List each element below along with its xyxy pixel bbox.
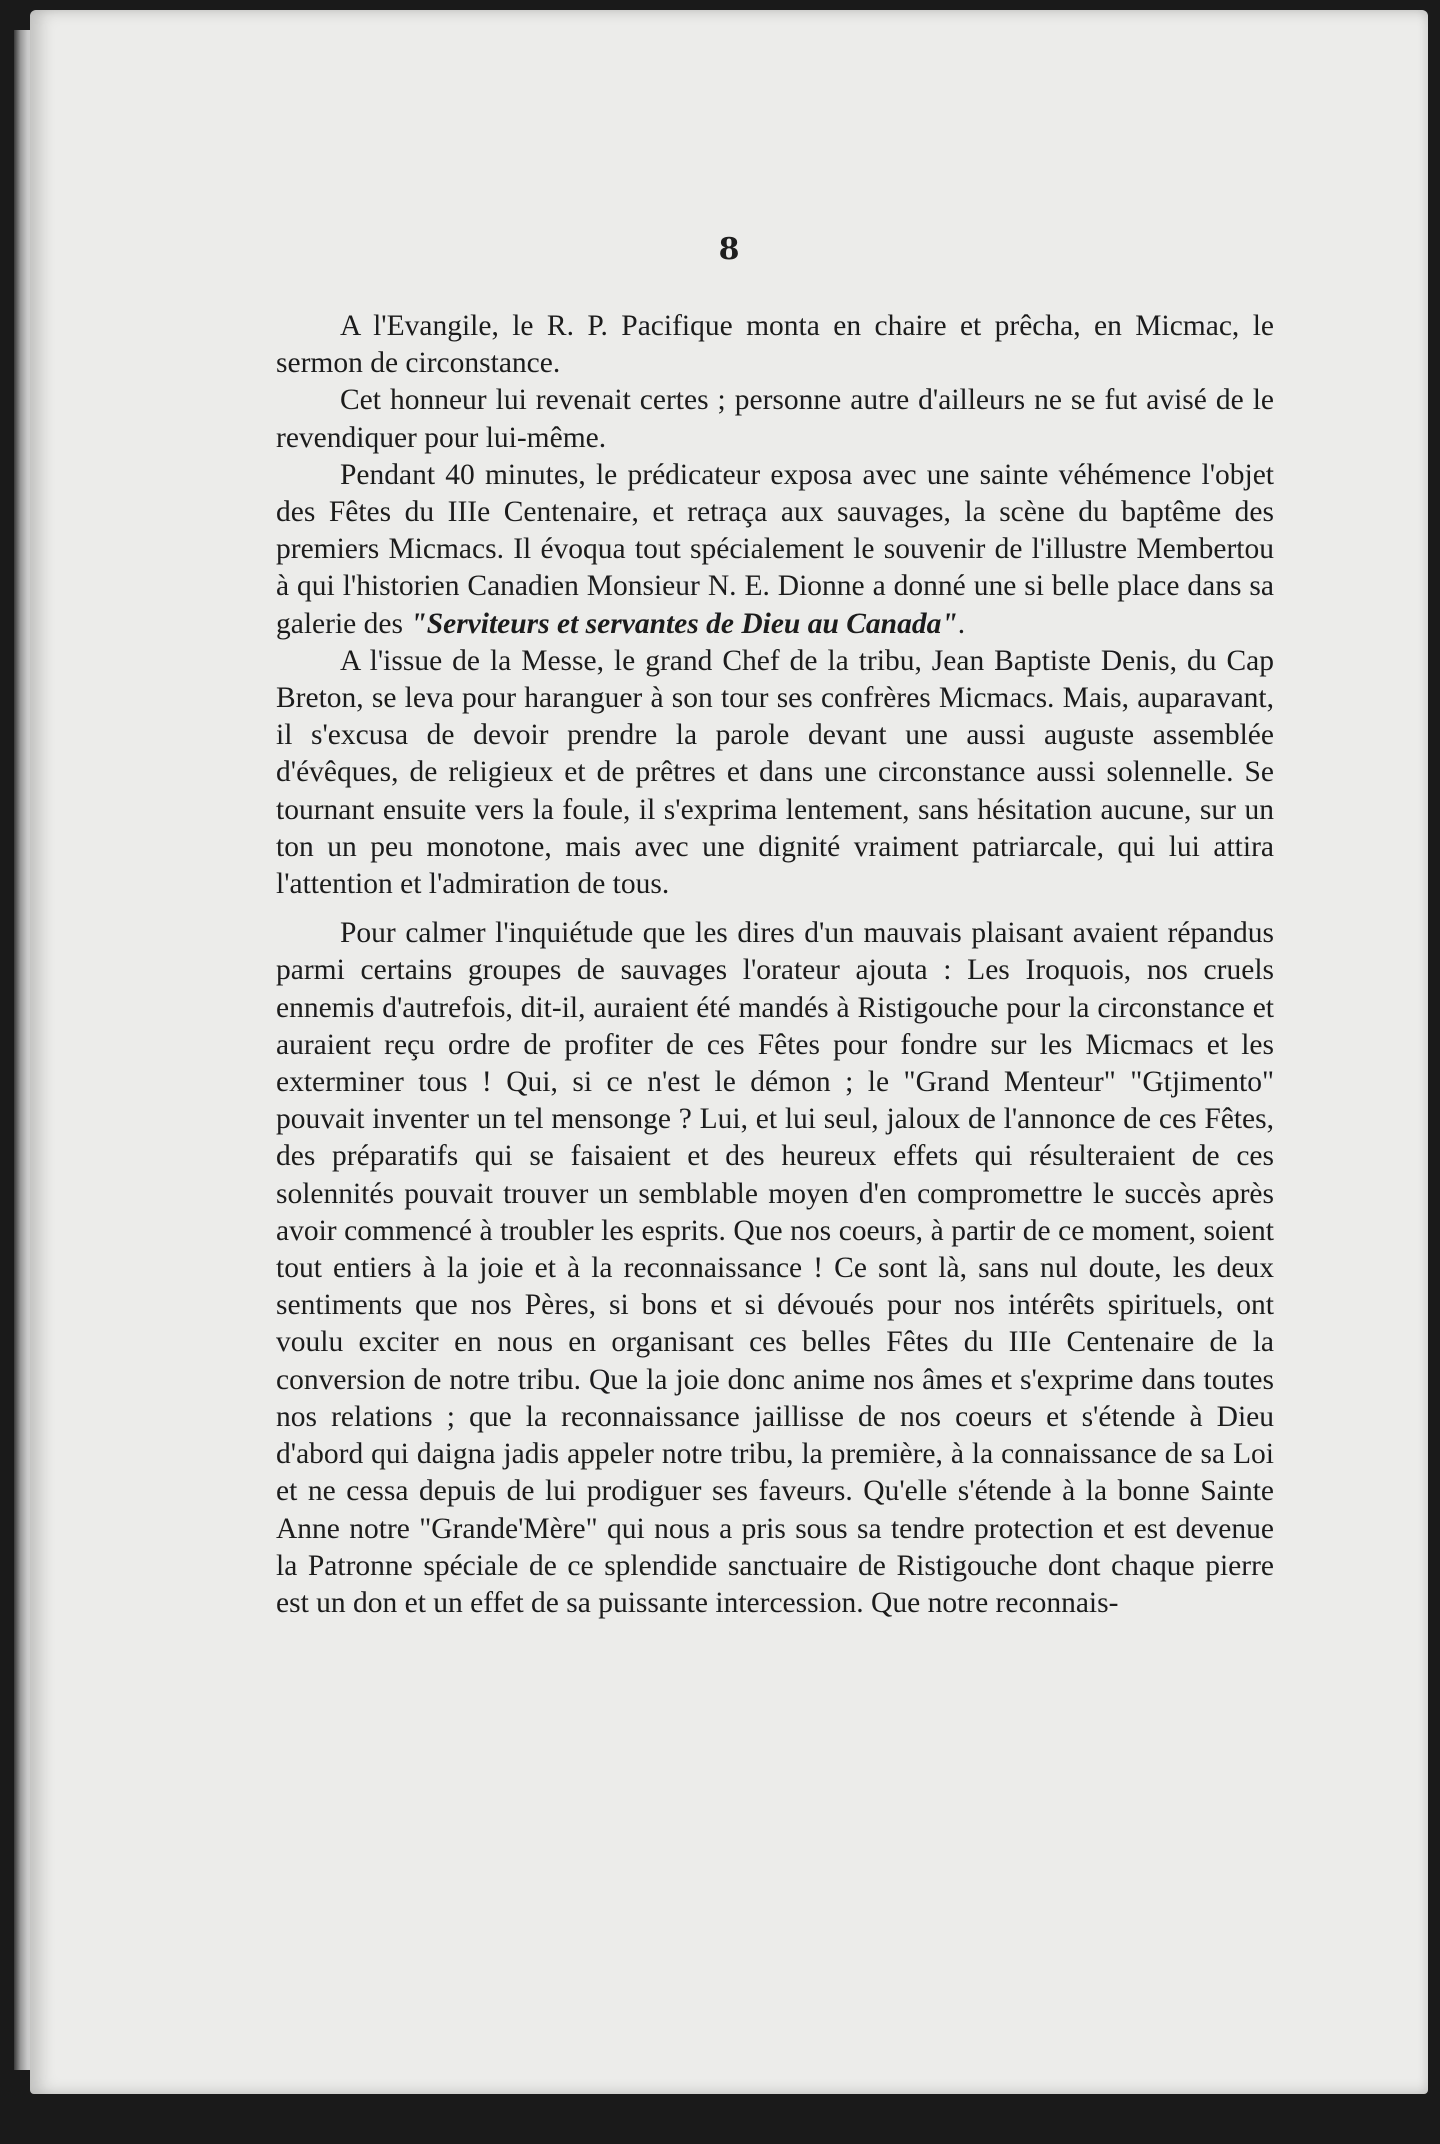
paragraph <box>276 382 1274 456</box>
paragraph <box>276 915 1274 1622</box>
paragraph-text-end: . <box>957 607 966 640</box>
page-number: 8 <box>718 232 740 267</box>
book-title-emphasis: "Serviteurs et servantes de Dieu au Canada" <box>410 607 958 640</box>
paragraph <box>276 457 1274 643</box>
paragraph <box>276 308 1274 382</box>
paragraph <box>276 643 1274 903</box>
body-text <box>276 308 1274 1622</box>
document-page <box>30 10 1428 2094</box>
paragraph-text: A l'issue de la Messe, le grand Chef de la tribu, Jean Baptiste Denis, du Cap Breton, se leva pour haranguer à son tour ses confrères Micmacs. Mais, auparavant, il s'excusa de devoir prendre la parole devant une aussi auguste assemblée d'évêques, de religieux et de prêtres et dans une circonstance aussi solennelle. Se tournant ensuite vers la foule, il s'exprima lentement, sans hésitation aucune, sur un ton un peu monotone, mais avec une dignité vraiment patriarcale, qui lui attira l'attention et l'admiration de tous. <box>276 644 1274 901</box>
paragraph-text: Pendant 40 minutes, le prédicateur exposa avec une sainte véhémence l'objet des Fêtes du IIIe Centenaire, et retraça aux sauvages, la scène du baptême des premiers Micmacs. Il évoqua tout spécialement le souvenir de l'illustre Membertou à qui l'historien Canadien Monsieur N. E. Dionne a donné une si belle place dans sa galerie des <box>276 458 1274 640</box>
paragraph-text: A l'Evangile, le R. P. Pacifique monta en chaire et prêcha, en Micmac, le sermon de circonstance. <box>276 310 1274 380</box>
paragraph-text: Cet honneur lui revenait certes ; personne autre d'ailleurs ne se fut avisé de le revendiquer pour lui-même. <box>276 384 1274 454</box>
paragraph-text: Pour calmer l'inquiétude que les dires d'un mauvais plaisant avaient répandus parmi certains groupes de sauvages l'orateur ajouta : Les Iroquois, nos cruels ennemis d'autrefois, dit-il, auraient été mandés à Ristigouche pour la circonstance et auraient reçu ordre de profiter de ces Fêtes pour fondre sur les Micmacs et les exterminer tous ! Qui, si ce n'est le démon ; le "Grand Menteur" "Gtjimento" pouvait inventer un tel mensonge ? Lui, et lui seul, jaloux de l'annonce de ces Fêtes, des préparatifs qui se faisaient et des heureux effets qui résulteraient de ces solennités pouvait trouver un semblable moyen d'en compromettre le succès après avoir commencé à troubler les esprits. Que nos coeurs, à partir de ce moment, soient tout entiers à la joie et à la reconnaissance ! Ce sont là, sans nul doute, les deux sentiments que nos Pères, si bons et si dévoués pour nos intérêts spirituels, ont voulu exciter en nous en organisant ces belles Fêtes du IIIe Centenaire de la conversion de notre tribu. Que la joie donc anime nos âmes et s'exprime dans toutes nos relations ; que la reconnaissance jaillisse de nos coeurs et s'étende à Dieu d'abord qui daigna jadis appeler notre tribu, la première, à la connaissance de sa Loi et ne cessa depuis de lui prodiguer ses faveurs. Qu'elle s'étende à la bonne Sainte Anne notre "Grande'Mère" qui nous a pris sous sa tendre protection et est devenue la Patronne spéciale de ce splendide sanctuaire de Ristigouche dont chaque pierre est un don et un effet de sa puissante intercession. Que notre reconnais- <box>276 917 1274 1619</box>
